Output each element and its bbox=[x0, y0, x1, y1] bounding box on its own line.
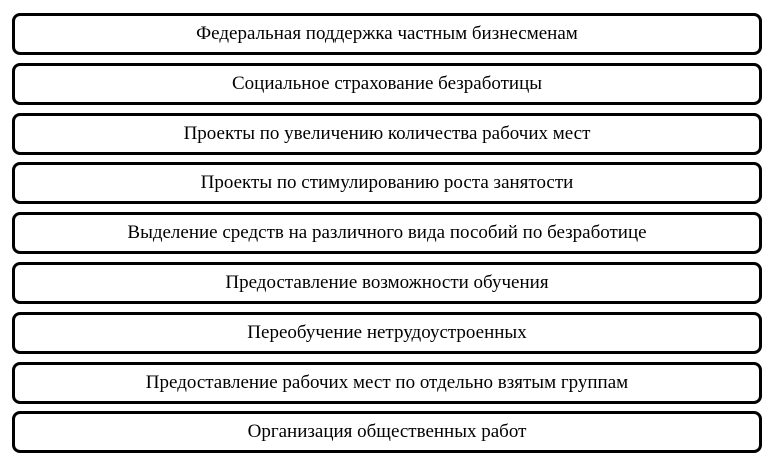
measure-box-unemployment-benefits bbox=[12, 212, 762, 254]
measure-box-employment-growth-projects bbox=[12, 162, 762, 204]
measure-box-retraining bbox=[12, 312, 762, 354]
measure-box-job-creation-projects bbox=[12, 113, 762, 155]
measure-label: Организация общественных работ bbox=[247, 421, 527, 443]
measure-label: Выделение средств на различного вида пособий по безработице bbox=[127, 222, 647, 244]
measure-box-federal-support bbox=[12, 13, 762, 55]
measure-label: Проекты по стимулированию роста занятости bbox=[200, 172, 574, 194]
measure-label: Социальное страхование безработицы bbox=[231, 72, 543, 94]
measure-label: Переобучение нетрудоустроенных bbox=[247, 321, 527, 343]
measure-label: Предоставление рабочих мест по отдельно взятым группам bbox=[145, 371, 629, 393]
measures-list bbox=[12, 13, 762, 453]
measure-label: Проекты по увеличению количества рабочих мест bbox=[183, 122, 591, 144]
measure-label: Федеральная поддержка частным бизнесменам bbox=[196, 23, 578, 44]
measure-box-training-opportunities bbox=[12, 262, 762, 304]
measure-box-unemployment-insurance bbox=[12, 63, 762, 105]
measure-box-public-works bbox=[12, 411, 762, 453]
measure-box-jobs-for-groups bbox=[12, 362, 762, 404]
measure-label: Предоставление возможности обучения bbox=[225, 271, 549, 293]
